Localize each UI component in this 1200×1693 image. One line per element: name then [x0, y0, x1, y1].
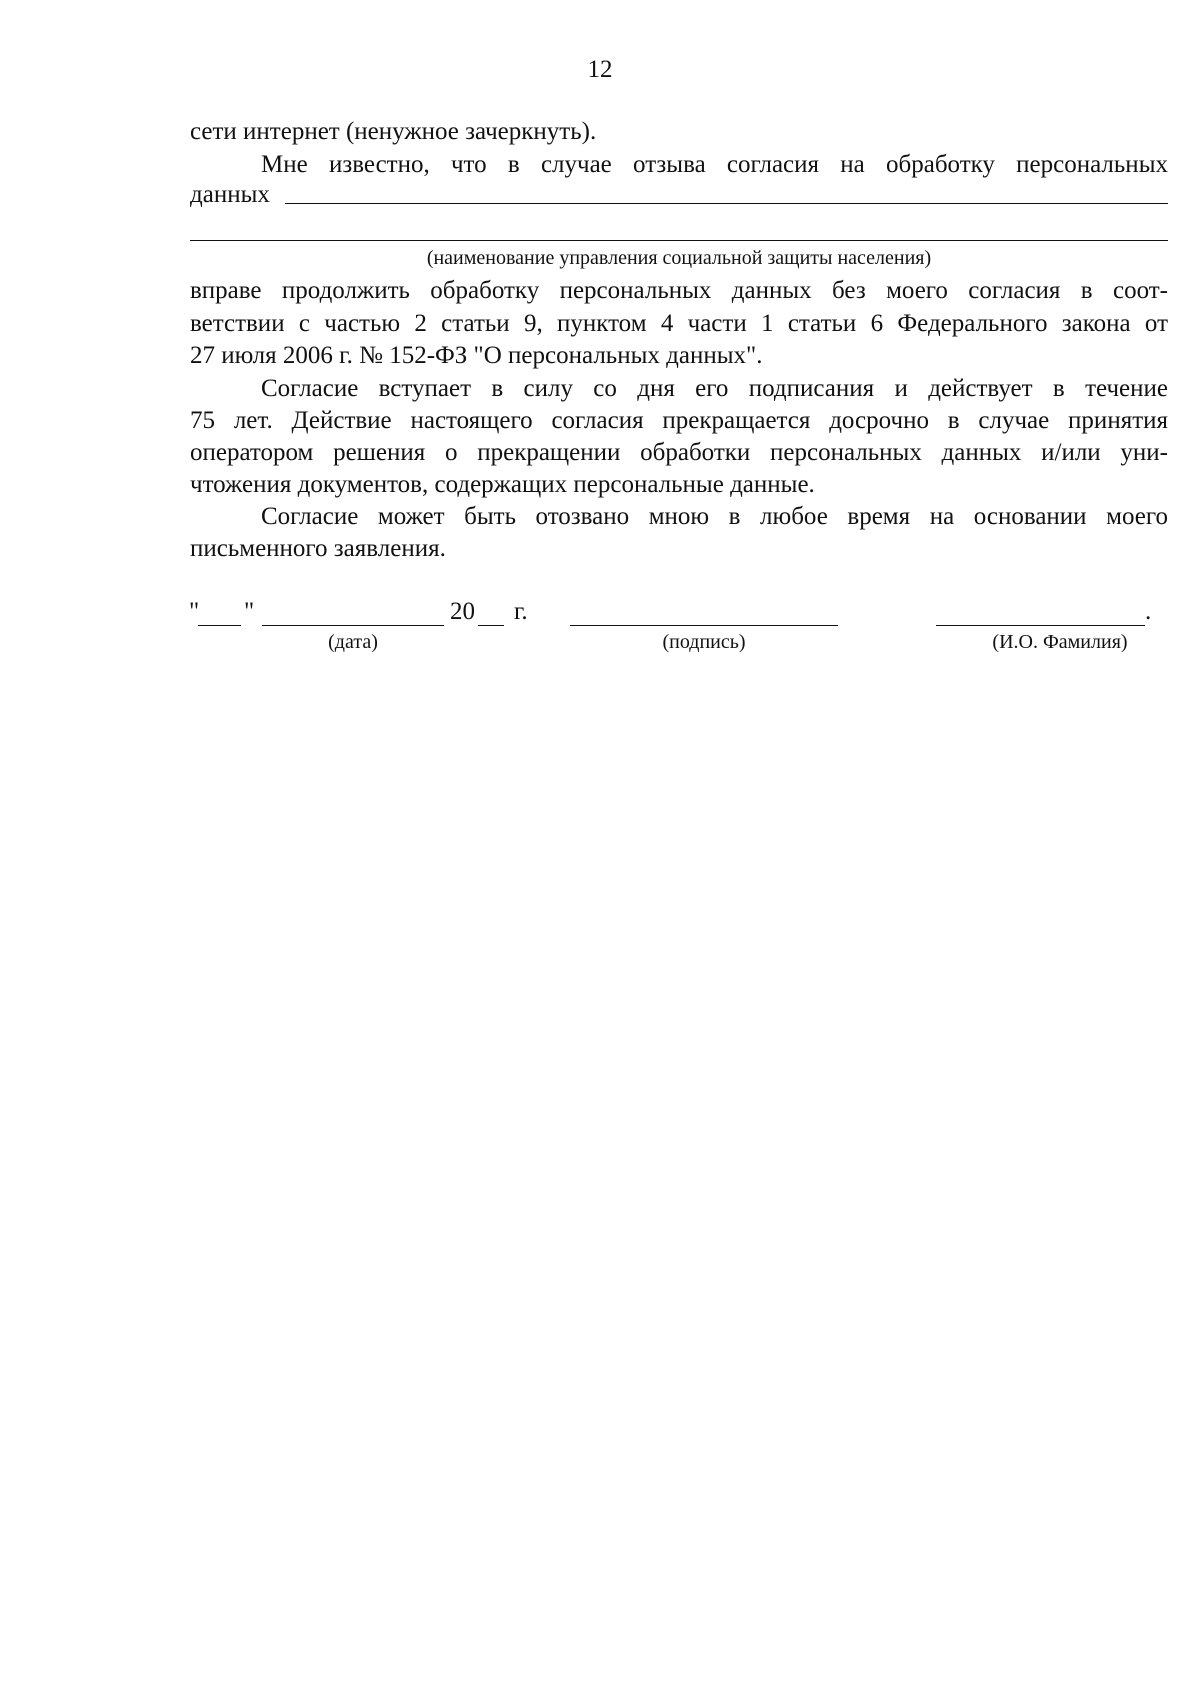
org-name-fill-line-1: [285, 203, 1168, 204]
month-fill-line: [262, 625, 444, 626]
caption-org-name: (наименование управления социальной защиты населения): [426, 247, 932, 269]
text-line-12: письменного заявления.: [190, 535, 446, 562]
name-fill-line: [936, 625, 1145, 626]
caption-name: (И.О. Фамилия): [992, 631, 1128, 653]
signature-fill-line: [570, 625, 838, 626]
quote-close: ": [244, 598, 255, 625]
end-mark: .: [1145, 598, 1152, 625]
text-line-3: данных: [190, 181, 270, 208]
text-line-11: Согласие может быть отозвано мною в любое время на основании моего: [261, 503, 1168, 530]
caption-signature: (подпись): [662, 631, 746, 653]
caption-date: (дата): [328, 631, 378, 653]
text-line-1: сети интернет (ненужное зачеркнуть).: [190, 118, 597, 145]
text-line-10: чтожения документов, содержащих персональные данные.: [190, 471, 815, 498]
text-line-2: Мне известно, что в случае отзыва согласия на обработку персональных: [261, 151, 1168, 178]
text-line-8: 75 лет. Действие настоящего согласия прекращается досрочно в случае принятия: [190, 407, 1168, 434]
org-name-fill-line-2: [190, 240, 1168, 241]
text-line-5: ветствии с частью 2 статьи 9, пунктом 4 части 1 статьи 6 Федерального закона от: [190, 310, 1168, 337]
year-prefix: 20: [450, 598, 475, 625]
text-line-4: вправе продолжить обработку персональных данных без моего согласия в соот-: [190, 277, 1168, 304]
year-fill-line: [478, 625, 504, 626]
page-number: 12: [587, 56, 613, 83]
year-suffix: г.: [514, 598, 528, 625]
day-fill-line: [198, 625, 241, 626]
quote-open: ": [189, 598, 200, 625]
text-line-7: Согласие вступает в силу со дня его подписания и действует в течение: [261, 375, 1168, 402]
text-line-6: 27 июля 2006 г. № 152-ФЗ "О персональных данных".: [190, 342, 763, 369]
text-line-9: оператором решения о прекращении обработки персональных данных и/или уни-: [190, 439, 1168, 466]
